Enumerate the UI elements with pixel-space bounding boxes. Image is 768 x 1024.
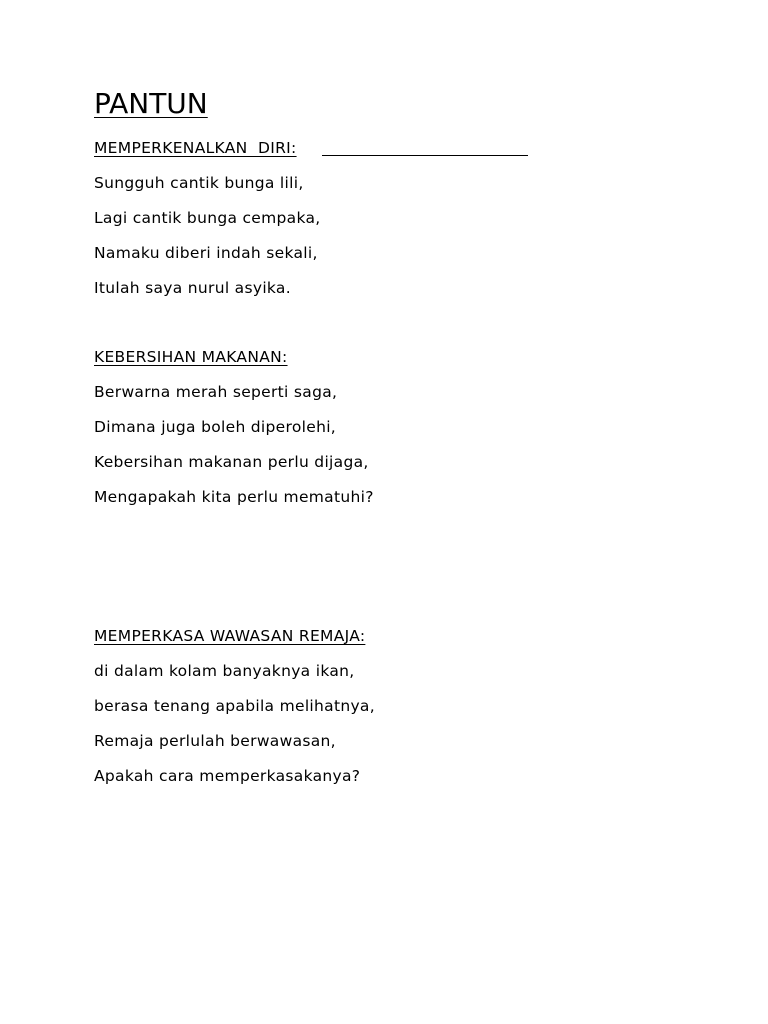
pantun-line: Sungguh cantik bunga lili, <box>94 174 304 192</box>
pantun-line: Mengapakah kita perlu mematuhi? <box>94 488 374 506</box>
pantun-line: Lagi cantik bunga cempaka, <box>94 209 321 227</box>
pantun-line: Kebersihan makanan perlu dijaga, <box>94 453 369 471</box>
heading-underline-rule <box>322 155 528 156</box>
pantun-line: berasa tenang apabila melihatnya, <box>94 697 375 715</box>
pantun-line: Remaja perlulah berwawasan, <box>94 732 336 750</box>
pantun-line: Apakah cara memperkasakanya? <box>94 767 361 785</box>
pantun-line: Namaku diberi indah sekali, <box>94 244 318 262</box>
pantun-line: Dimana juga boleh diperolehi, <box>94 418 337 436</box>
document-title: PANTUN <box>94 87 208 120</box>
pantun-line: Berwarna merah seperti saga, <box>94 383 338 401</box>
pantun-line: di dalam kolam banyaknya ikan, <box>94 662 355 680</box>
section-heading-kebersihan-makanan: KEBERSIHAN MAKANAN: <box>94 348 288 366</box>
section-heading-memperkasa-wawasan-remaja: MEMPERKASA WAWASAN REMAJA: <box>94 627 366 645</box>
section-heading-memperkenalkan-diri: MEMPERKENALKAN DIRI: <box>94 139 297 157</box>
pantun-line: Itulah saya nurul asyika. <box>94 279 291 297</box>
